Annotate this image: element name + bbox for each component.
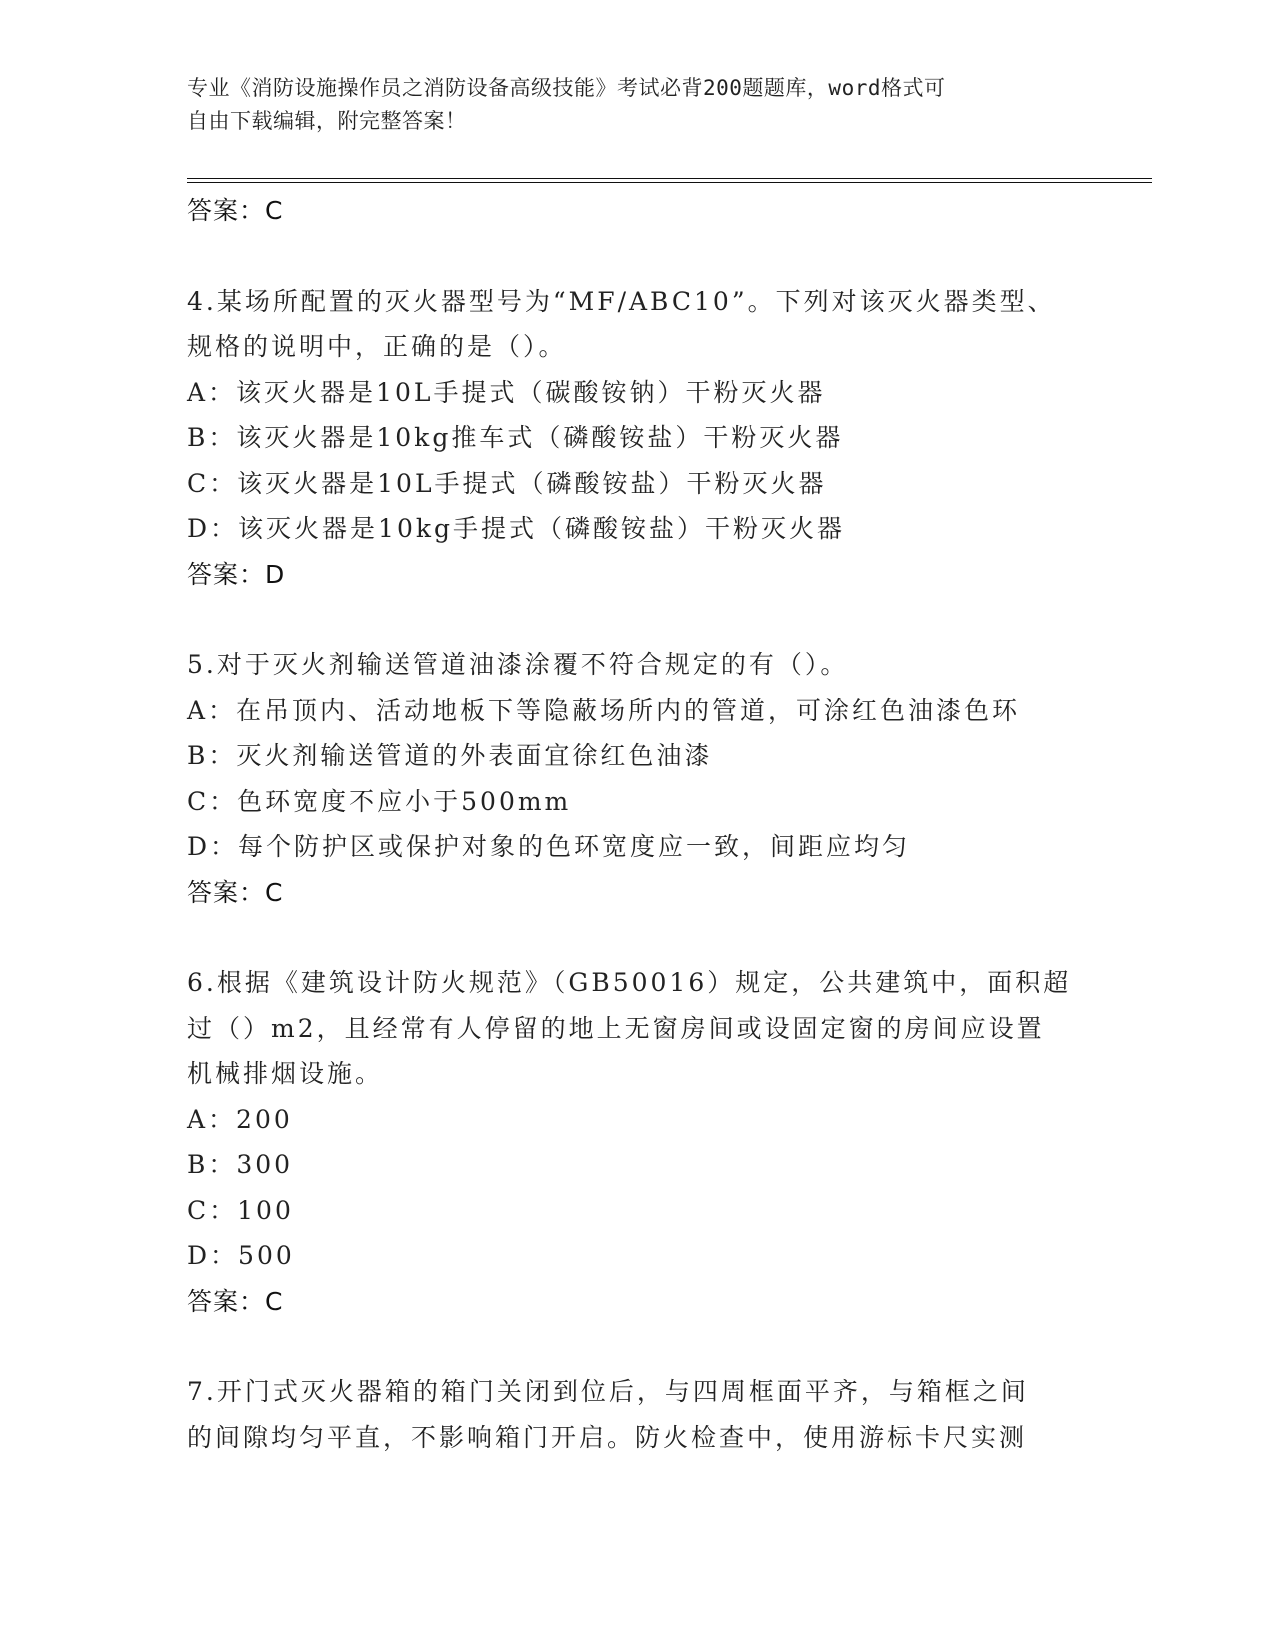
- option-a: A：200: [187, 1104, 293, 1134]
- answer-line: 答案：C: [187, 196, 284, 225]
- header-rule-bottom: [187, 182, 1152, 183]
- spacer: [187, 597, 1087, 642]
- question-block: [187, 1369, 1087, 1460]
- header-line-2: 自由下载编辑，附完整答案！: [187, 109, 467, 133]
- question-stem: 4.某场所配置的灭火器型号为“MF/ABC10”。下列对该灭火器类型、: [187, 286, 1056, 316]
- question-stem: 过（）m2，且经常有人停留的地上无窗房间或设固定窗的房间应设置: [187, 1013, 1045, 1043]
- option-c: C：100: [187, 1195, 294, 1225]
- option-c: C：该灭火器是10L手提式（磷酸铵盐）干粉灭火器: [187, 468, 827, 498]
- document-body: [187, 188, 1087, 1460]
- spacer: [187, 915, 1087, 960]
- option-a: A：在吊顶内、活动地板下等隐蔽场所内的管道，可涂红色油漆色环: [187, 695, 1021, 725]
- question-stem: 5.对于灭火剂输送管道油漆涂覆不符合规定的有（）。: [187, 650, 849, 679]
- option-d: D：该灭火器是10kg手提式（磷酸铵盐）干粉灭火器: [187, 514, 846, 543]
- option-d: D：500: [187, 1241, 295, 1270]
- question-stem: 机械排烟设施。: [187, 1059, 384, 1088]
- answer-line: 答案：C: [187, 877, 284, 907]
- question-block: [187, 960, 1087, 1324]
- answer-line: 答案：D: [187, 559, 286, 589]
- question-stem: 规格的说明中，正确的是（）。: [187, 332, 567, 361]
- question-stem: 的间隙均匀平直，不影响箱门开启。防火检查中，使用游标卡尺实测: [187, 1422, 1028, 1452]
- question-block: [187, 642, 1087, 915]
- header-rule-top: [187, 178, 1152, 179]
- question-stem: 6.根据《建筑设计防火规范》（GB50016）规定，公共建筑中，面积超: [187, 968, 1072, 997]
- option-b: B：300: [187, 1150, 294, 1179]
- option-d: D：每个防护区或保护对象的色环宽度应一致，间距应均匀: [187, 832, 911, 861]
- answer-line: 答案：C: [187, 1286, 284, 1316]
- spacer: [187, 234, 1087, 279]
- question-stem: 7.开门式灭火器箱的箱门关闭到位后，与四周框面平齐，与箱框之间: [187, 1377, 1029, 1406]
- option-b: B：灭火剂输送管道的外表面宜徐红色油漆: [187, 741, 713, 770]
- page-header: [187, 72, 1067, 138]
- question-block: [187, 279, 1087, 598]
- option-a: A：该灭火器是10L手提式（碳酸铵钠）干粉灭火器: [187, 377, 826, 407]
- option-b: B：该灭火器是10kg推车式（磷酸铵盐）干粉灭火器: [187, 423, 844, 452]
- spacer: [187, 1324, 1087, 1369]
- header-line-1: 专业《消防设施操作员之消防设备高级技能》考试必背200题题库，word格式可: [187, 76, 946, 100]
- option-c: C：色环宽度不应小于500mm: [187, 786, 572, 816]
